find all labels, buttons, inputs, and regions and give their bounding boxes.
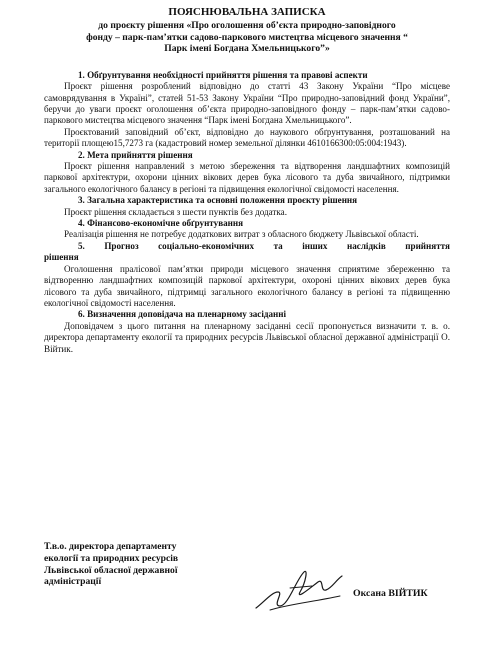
- handwritten-signature: [250, 562, 346, 616]
- signatory-line-1: Т.в.о. директора департаменту: [44, 541, 177, 552]
- section-4-paragraph: Реалізація рішення не потребує додаткових витрат з обласного бюджету Львівської області.: [64, 229, 419, 240]
- document-subtitle-line-1: до проєкту рішення «Про оголошення об’єкта природно-заповідного: [98, 20, 396, 31]
- signatory-line-4: адміністрації: [44, 576, 102, 588]
- section-5-paragraph: Оголошення пралісової пам’ятки природи місцевого значення сприятиме збереженню та відтворенню ландшафтних композицій паркової архітектури, охороні цінних вікових дерев бука лісового та дуба звичайного, підтримці загального екологічного балансу в регіоні та підвищенню екологічної свідомості населення.: [44, 263, 450, 308]
- section-3-heading: 3. Загальна характеристика та основні положення проєкту рішення: [78, 195, 358, 206]
- signatory-name: Оксана ВІЙТИК: [353, 588, 428, 599]
- section-1-heading: 1. Обґрунтування необхідності прийняття рішення та правові аспекти: [78, 69, 368, 80]
- section-1-paragraph-1: Проєкт рішення розроблений відповідно до статті 43 Закону України “Про місцеве самоврядування в Україні”, статей 51-53 Закону України “Про природно-заповідний фонд України”, беручи до уваги проєкт оголошення об’єкта природно-заповідного фонду – парк-пам’ятки садово-паркового мистецтва місцевого значення “Парк імені Богдана Хмельницького”.: [44, 81, 450, 126]
- signatory-line-3: Львівської обласної державної: [44, 564, 178, 576]
- section-5-heading-cont: рішення: [44, 252, 79, 263]
- document-subtitle-line-2: фонду – парк-пам’ятки садово-паркового мистецтва місцевого значення “: [86, 31, 408, 43]
- signatory-position: [44, 541, 244, 588]
- section-2-heading: 2. Мета прийняття рішення: [78, 149, 193, 160]
- section-3-paragraph: Проєкт рішення складається з шести пунктів без додатка.: [64, 206, 287, 217]
- section-5-heading: 5. Прогноз соціально-економічних та інших наслідків прийняття: [78, 240, 450, 251]
- section-1-paragraph-2: Проєктований заповідний об’єкт, відповідно до наукового обґрунтування, розташований на території площею15,7273 га (кадастровий номер земельної ділянки 4610166300:05:004:1943).: [44, 126, 450, 149]
- document-title: ПОЯСНЮВАЛЬНА ЗАПИСКА: [168, 6, 326, 18]
- signatory-line-2: екології та природних ресурсів: [44, 552, 179, 564]
- section-6-paragraph: Доповідачем з цього питання на пленарному засіданні сесії пропонується визначити т. в. о. директора департаменту екології та природних ресурсів Львівської обласної державної адміністрації О. Війтик.: [44, 320, 450, 354]
- section-4-heading: 4. Фінансово-економічне обґрунтування: [78, 218, 244, 229]
- section-6-heading: 6. Визначення доповідача на пленарному засіданні: [78, 309, 287, 320]
- section-2-paragraph: Проєкт рішення направлений з метою збереження та відтворення ландшафтних композицій паркової архітектури, охорони цінних вікових дерев бука лісового та дуба звичайного, підтримки загального екологічного балансу в регіоні та підвищення екологічної свідомості населення.: [44, 161, 450, 194]
- document-subtitle-line-3: Парк імені Богдана Хмельницького”»: [164, 43, 330, 55]
